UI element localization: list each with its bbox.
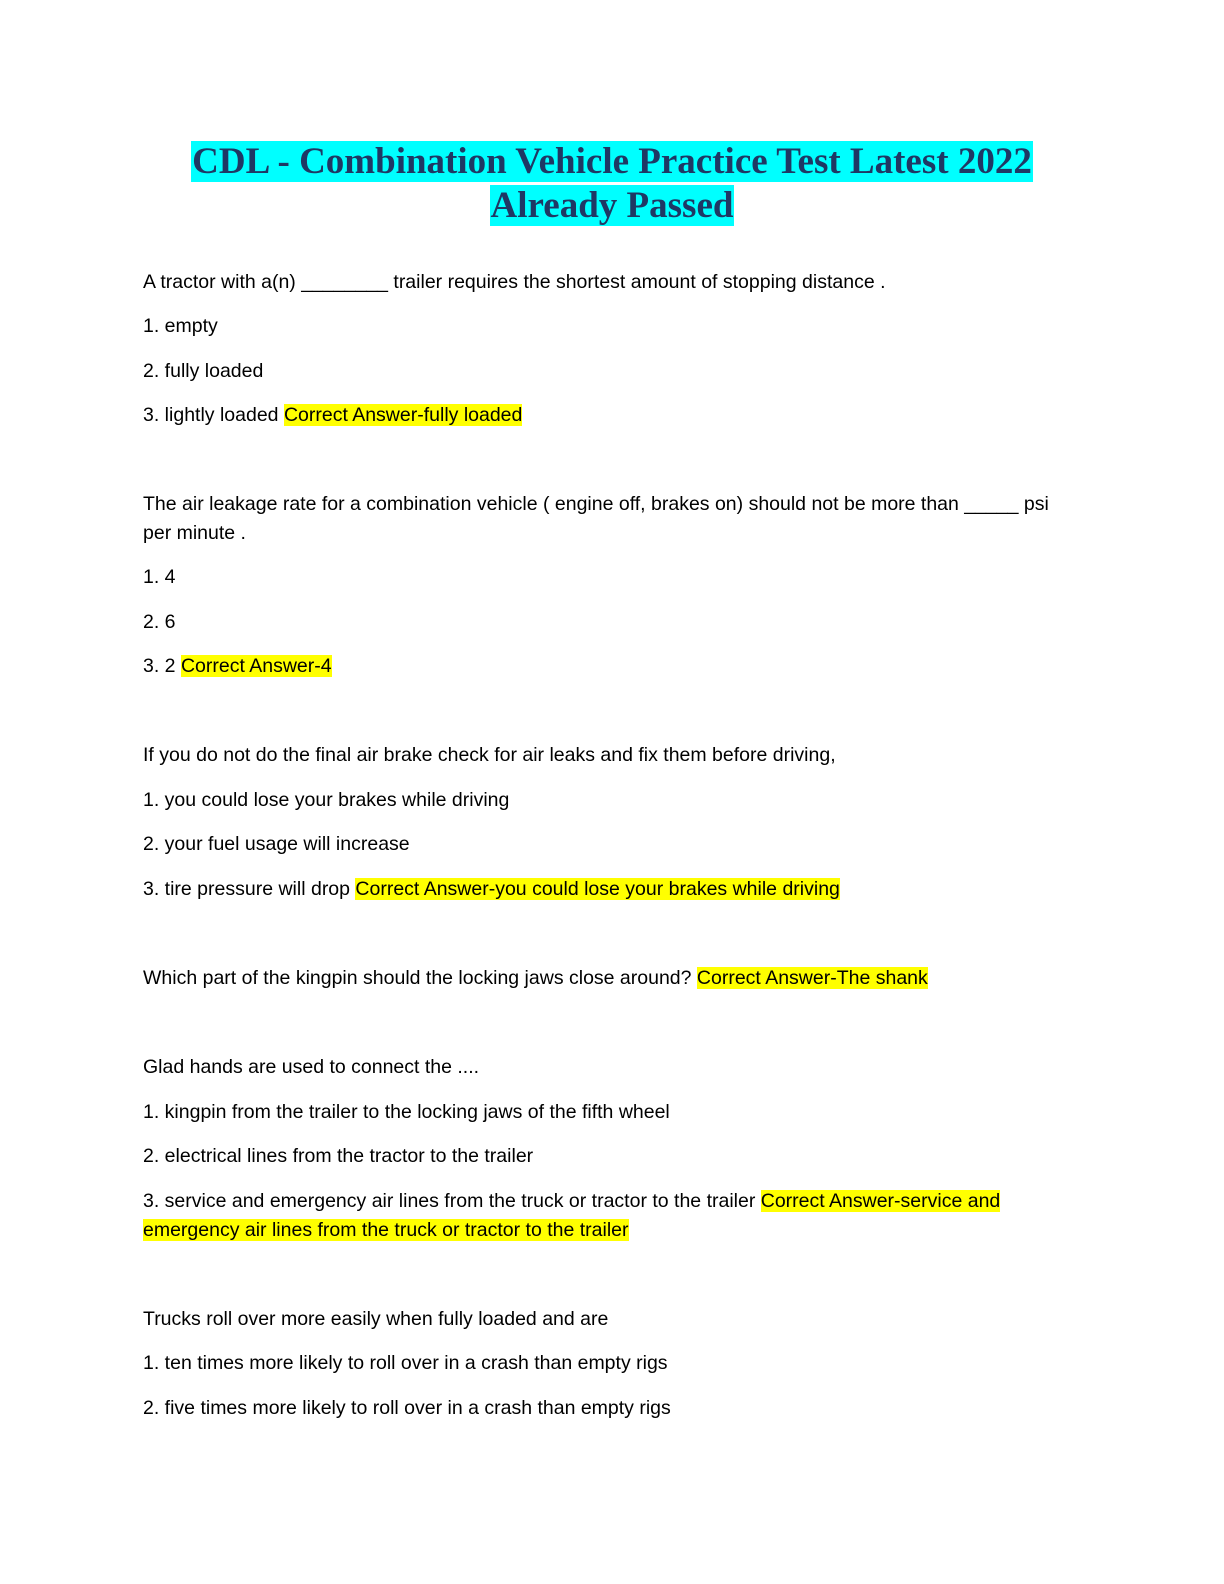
question-6-text: Trucks roll over more easily when fully loaded and are — [143, 1308, 609, 1330]
question-5-answer: Correct Answer-service and emergency air lines from the truck or tractor to the trailer — [143, 1190, 1001, 1241]
question-3-answer: Correct Answer-you could lose your brakes while driving — [355, 878, 840, 900]
question-1-text: A tractor with a(n) ________ trailer requires the shortest amount of stopping distance . — [143, 271, 886, 293]
question-1-option-2: 2. fully loaded — [143, 360, 264, 382]
question-1-option-3: 3. lightly loaded — [143, 404, 279, 426]
question-4-answer: Correct Answer-The shank — [696, 967, 928, 989]
question-4-row — [143, 964, 928, 993]
question-5-text: Glad hands are used to connect the .... — [143, 1056, 480, 1078]
question-5-option-3: 3. service and emergency air lines from the truck or tractor to the trailer — [143, 1190, 756, 1212]
page-title — [0, 140, 1224, 228]
question-2-option-2: 2. 6 — [143, 611, 176, 633]
question-1-option-1: 1. empty — [143, 315, 218, 337]
question-3-option-2: 2. your fuel usage will increase — [143, 833, 410, 855]
question-2-option-1: 1. 4 — [143, 566, 176, 588]
question-2-option-3-row — [143, 652, 332, 681]
question-2-answer: Correct Answer-4 — [180, 655, 332, 677]
question-2-option-3: 3. 2 — [143, 655, 176, 677]
question-1-answer: Correct Answer-fully loaded — [283, 404, 523, 426]
question-3-option-1: 1. you could lose your brakes while driving — [143, 789, 510, 811]
question-6-option-1: 1. ten times more likely to roll over in a crash than empty rigs — [143, 1352, 668, 1374]
question-4-text: Which part of the kingpin should the locking jaws close around? — [143, 967, 692, 989]
question-5-option-3-row — [143, 1187, 1053, 1245]
question-5-option-2: 2. electrical lines from the tractor to the trailer — [143, 1145, 534, 1167]
question-3-text: If you do not do the final air brake check for air leaks and fix them before driving, — [143, 744, 836, 766]
question-3-option-3: 3. tire pressure will drop — [143, 878, 350, 900]
title-line-1: CDL - Combination Vehicle Practice Test Latest 2022 — [192, 141, 1032, 182]
question-6-option-2: 2. five times more likely to roll over in a crash than empty rigs — [143, 1397, 671, 1419]
question-3-option-3-row — [143, 875, 840, 904]
question-1-option-3-row — [143, 401, 522, 430]
question-2-text: The air leakage rate for a combination vehicle ( engine off, brakes on) should not be more than _____ psi per minute . — [143, 493, 1049, 544]
title-line-2: Already Passed — [490, 185, 734, 226]
question-5-option-1: 1. kingpin from the trailer to the locking jaws of the fifth wheel — [143, 1101, 670, 1123]
